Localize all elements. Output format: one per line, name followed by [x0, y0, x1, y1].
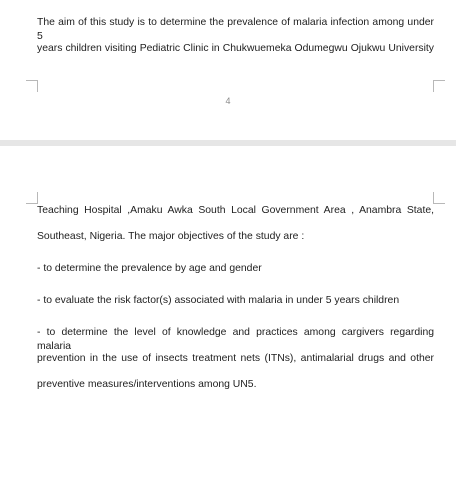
paragraph-line: prevention in the use of insects treatment nets (ITNs), antimalarial drugs and other [37, 353, 434, 364]
margin-corner-mark [26, 80, 38, 92]
margin-corner-mark [433, 192, 445, 204]
page-number: 4 [225, 96, 231, 106]
paragraph-line: preventive measures/interventions among UN5. [37, 379, 257, 390]
page-bottom [0, 146, 456, 500]
margin-corner-mark [26, 192, 38, 204]
objective-item: - to determine the level of knowledge and practices among cargivers regarding malaria [37, 327, 434, 352]
paragraph-line: Southeast, Nigeria. The major objectives of the study are : [37, 231, 305, 242]
paragraph-line: years children visiting Pediatric Clinic in Chukwuemeka Odumegwu Ojukwu University [37, 43, 434, 54]
objective-item: - to determine the prevalence by age and gender [37, 263, 262, 274]
paragraph-line: The aim of this study is to determine the prevalence of malaria infection among under 5 [37, 17, 434, 42]
margin-corner-mark [433, 80, 445, 92]
paragraph-line: Teaching Hospital ,Amaku Awka South Local Government Area , Anambra State, [37, 205, 434, 216]
objective-item: - to evaluate the risk factor(s) associated with malaria in under 5 years children [37, 295, 400, 306]
